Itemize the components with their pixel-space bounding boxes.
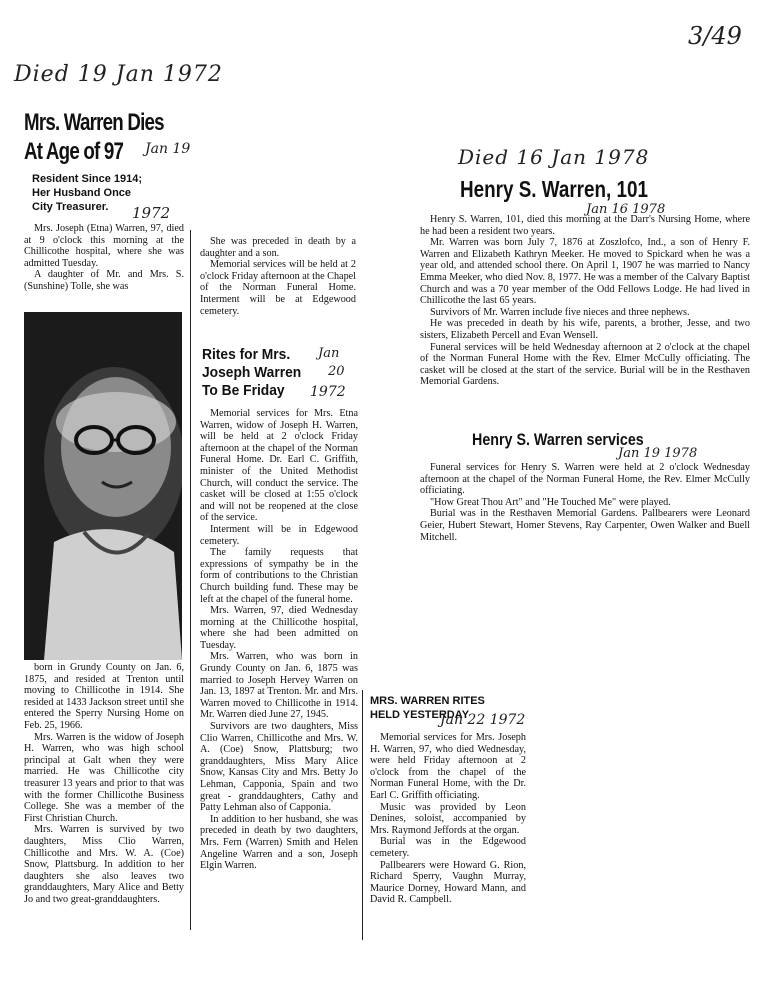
handwritten-date: Jan 22 1972 [440,712,526,728]
clip1-continued: She was preceded in death by a daughter and a son. Memorial services will be held at 2 o'clock Friday afternoon at the Chapel of the Norman Funeral Home. Interment will be at Edgewood cemetery. [200,236,357,317]
handwritten-date: Jan 19 [145,141,191,157]
clip5-body: Funeral services for Henry S. Warren were held at 2 o'clock Wednesday afternoon at the chapel of the Norman Funeral Home, the Rev. Elmer McCully officiating. "How Great Thou Art" and "He Touched Me" were played. Burial was in the Resthaven Memorial Gardens. Pallbearers were Leonard Geier, Hubert Stewart, Homer Stevens, Ray Carpenter, Owen Walker and Buell Mitchell. [420,462,750,543]
handwritten-death-date: Died 16 Jan 1978 [458,145,650,169]
headline-rites-friday: Rites for Mrs. Joseph Warren To Be Friday [202,346,302,399]
headline-henry-services: Henry S. Warren services [472,430,644,449]
column-divider [190,230,191,930]
handwritten-date: Jan 19 1978 [618,446,698,461]
headline-rites-held: MRS. WARREN RITES HELD YESTERDAY [370,695,485,721]
handwritten-year: 1972 [132,204,171,222]
page-number: 3/49 [688,22,742,50]
clip2-body: Memorial services for Mrs. Etna Warren, widow of Joseph H. Warren, will be held at 2 o'clock Friday afternoon at the chapel of the Norman Funeral Home. Dr. Earl C. Griffith, minister of the United Methodist Church, will conduct the service. The casket will be closed at 1:55 o'clock and will not be reopened at the close of the service. Interment will be in Edgewood cemetery. The family requests that expressions of sympathy be in the form of contributions to the Christian Church building fund. These may be left at the chapel of the funeral home. Mrs. Warren, 97, died Wednesday morning at the Chillicothe hospital, where she had been admitted on Tuesday. Mrs. Warren, who was born in Grundy County on Jan. 6, 1875 was married to Joseph Hervey Warren on Jan. 13, 1897 at Trenton. Mr. and Mrs. Warren moved to Chillicothe in 1914. Mr. Warren died June 27, 1945. Survivors are two daughters, Miss Clio Warren, Chillicothe and Mrs. W. A. (Coe) Snow, Plattsburg; two granddaughters, Miss Mary Alice Snow, Kansas City and Mrs. Betty Jo Lehman, Capponia, Spain and two great - granddaughters, Cathy and Patty Lehman also of Capponia. In addition to her husband, she was preceded in death by two daughters, Mrs. Fern (Warren) Smith and Helen Angeline Warren and a son, Joseph Elgin Warren. [200,408,358,872]
clip4-body: Henry S. Warren, 101, died this morning at the Darr's Nursing Home, where he had been a resident two years. Mr. Warren was born July 7, 1876 at Zoszlofco, Ind., a son of Henry F. Warren and Elizabeth Kathryn Meeker. He moved to Spickard when he was a year old, and attended school there. On April 1, 1907 he was married to Nancy Emma Meeker, who died Nov. 8, 1977. He was a member of the Calvary Baptist Church and was a 70 year member of the Odd Fellows Lodge. He had lived in Chillicothe the last 65 years. Survivors of Mr. Warren include five nieces and three nephews. He was preceded in death by his wife, parents, a brother, Jesse, and two sisters, Elizabeth Percell and Evan Wensell. Funeral services will be held Wednesday afternoon at 2 o'clock at the chapel of the Norman Funeral Home with the Rev. Elmer McCully officiating. The casket will be closed at the start of the service. Burial will be in the Resthaven Memorial Gardens. [420,214,750,388]
headline-mrs-warren-dies: Mrs. Warren Dies At Age of 97 [24,109,164,165]
clip3-body: Memorial services for Mrs. Joseph H. Warren, 97, who died Wednesday, were held Friday afternoon at 2 o'clock from the chapel of the Norman Funeral Home, with the Dr. Earl C. Griffith officiating. Music was provided by Leon Denines, soloist, accompanied by Mrs. Raymond Jeffords at the organ. Burial was in the Edgewood cemetery. Pallbearers were Howard G. Rion, Richard Sperry, Vaughn Murray, Maurice Dorney, Howard Mann, and David R. Campbell. [370,732,526,906]
headline-henry-warren: Henry S. Warren, 101 [460,176,648,202]
handwritten-year: 1972 [310,384,346,400]
portrait-photo [24,312,182,660]
handwritten-date: Jan 16 1978 [586,202,666,217]
clip1-intro: Mrs. Joseph (Etna) Warren, 97, died at 9 o'clock this morning at the Chillicothe hospital, where she was admitted Tuesday. A daughter of Mr. and Mrs. S. (Sunshine) Tolle, she was [24,223,184,292]
subheadline: Resident Since 1914; Her Husband Once City Treasurer. [32,173,143,213]
column-divider [362,690,363,940]
handwritten-death-date: Died 19 Jan 1972 [14,62,223,87]
handwritten-day: 20 [328,364,345,379]
handwritten-month: Jan [318,346,340,361]
clip1-body: born in Grundy County on Jan. 6, 1875, and resided at Trenton until moving to Chillicothe in 1914. She resided at 1433 Jackson street until she entered the Sperry Nursing Home on Feb. 25, 1966. Mrs. Warren is the widow of Joseph H. Warren, who was high school principal at Galt when they were married. He was Chillicothe city treasurer 13 years and prior to that was with the former Chillicothe Business College. She was a member of the First Christian Church. Mrs. Warren is survived by two daughters, Miss Clio Warren, Chillicothe and Mrs. W. A. (Coe) Snow, Plattsburg. In addition to her daughters she also leaves two granddaughters, Mary Alice and Betty Jo and two great-granddaughters. [24,662,184,905]
